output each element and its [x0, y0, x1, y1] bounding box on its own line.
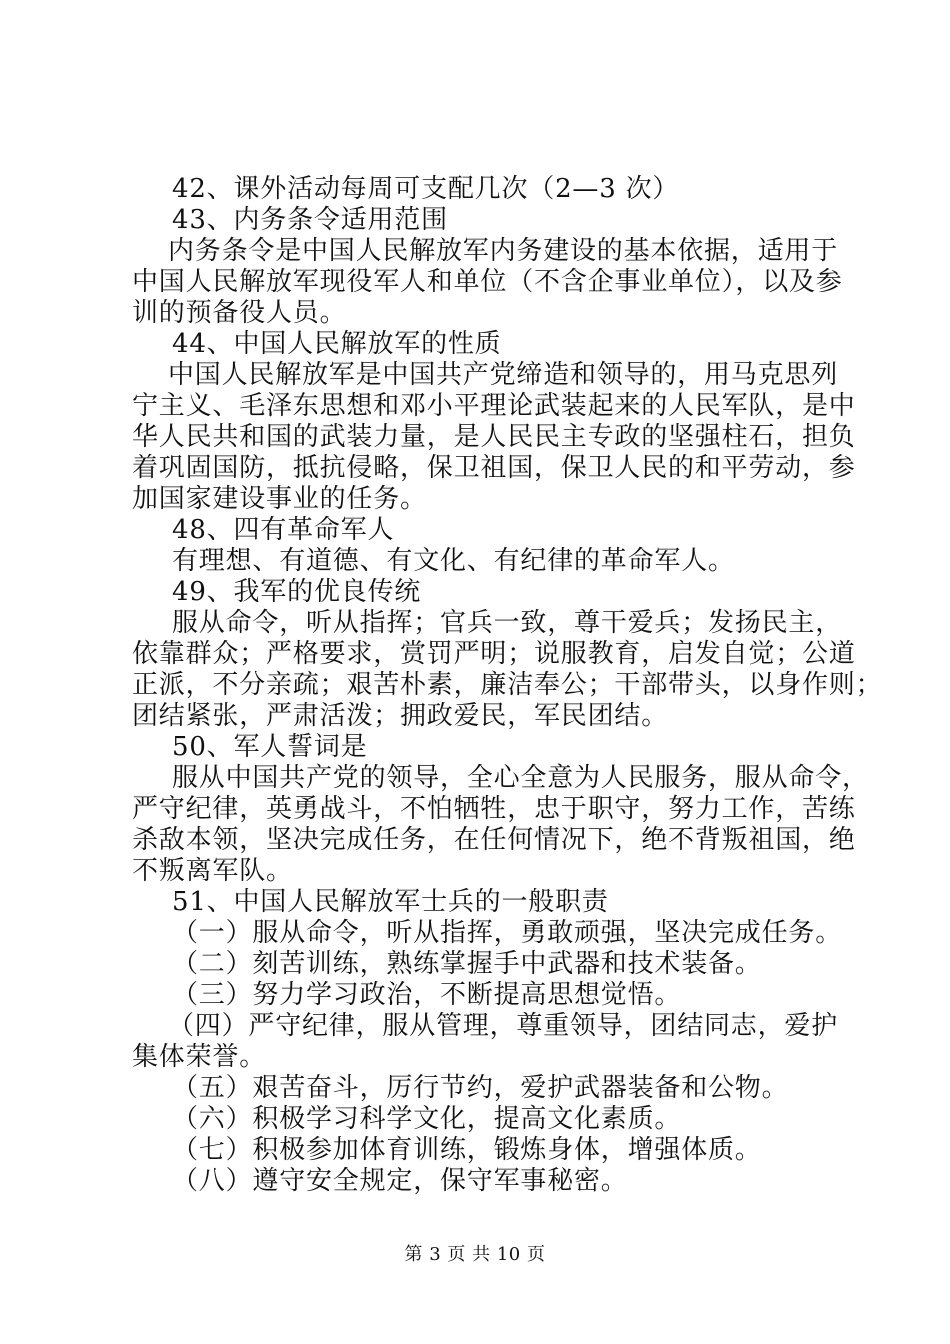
text-line: 中国人民解放军是中国共产党缔造和领导的，用马克思列 [168, 360, 839, 390]
text-line: 训的预备役人员。 [132, 298, 347, 328]
text-line: （四）严守纪律，服从管理，尊重领导，团结同志，爱护 [168, 1011, 839, 1041]
text-line: 正派，不分亲疏；艰苦朴素，廉洁奉公；干部带头，以身作则； [132, 670, 883, 700]
text-line: 44、中国人民解放军的性质 [172, 329, 502, 359]
text-line: 依靠群众；严格要求，赏罚严明；说服教育，启发自觉；公道 [132, 639, 856, 669]
text-line: 服从中国共产党的领导，全心全意为人民服务，服从命令， [172, 763, 869, 793]
text-line: （七）积极参加体育训练，锻炼身体，增强体质。 [172, 1135, 762, 1165]
text-line: （八）遵守安全规定，保守军事秘密。 [172, 1166, 628, 1196]
page-footer: 第 3 页 共 10 页 [404, 1244, 546, 1265]
text-line: 集体荣誉。 [132, 1042, 267, 1072]
text-line: 不叛离军队。 [132, 856, 293, 886]
text-line: 服从命令，听从指挥；官兵一致，尊干爱兵；发扬民主， [172, 608, 843, 638]
text-line: 内务条令是中国人民解放军内务建设的基本依据，适用于 [168, 236, 839, 266]
text-line: 有理想、有道德、有文化、有纪律的革命军人。 [172, 546, 735, 576]
text-line: 华人民共和国的武装力量，是人民民主专政的坚强柱石，担负 [132, 422, 856, 452]
text-line: （二）刻苦训练，熟练掌握手中武器和技术装备。 [172, 949, 762, 979]
text-line: 着巩固国防，抵抗侵略，保卫祖国，保卫人民的和平劳动，参 [132, 453, 856, 483]
text-line: （一）服从命令，听从指挥，勇敢顽强，坚决完成任务。 [172, 918, 843, 948]
text-line: 中国人民解放军现役军人和单位（不含企事业单位），以及参 [132, 267, 843, 297]
text-line: 43、内务条令适用范围 [172, 205, 448, 235]
text-line: （三）努力学习政治，不断提高思想觉悟。 [172, 980, 682, 1010]
text-line: （六）积极学习科学文化，提高文化素质。 [172, 1104, 682, 1134]
text-line: （五）艰苦奋斗，厉行节约，爱护武器装备和公物。 [172, 1073, 789, 1103]
text-line: 加国家建设事业的任务。 [132, 484, 427, 514]
text-line: 51、中国人民解放军士兵的一般职责 [172, 887, 609, 917]
text-line: 48、四有革命军人 [172, 515, 395, 545]
text-line: 50、军人誓词是 [172, 732, 368, 762]
document-body [132, 174, 883, 1197]
text-line: 宁主义、毛泽东思想和邓小平理论武装起来的人民军队，是中 [132, 391, 856, 421]
text-line: 42、课外活动每周可支配几次（2—3 次） [172, 174, 680, 204]
text-line: 49、我军的优良传统 [172, 577, 422, 607]
text-line: 严守纪律，英勇战斗，不怕牺牲，忠于职守，努力工作，苦练 [132, 794, 856, 824]
text-line: 杀敌本领，坚决完成任务，在任何情况下，绝不背叛祖国，绝 [132, 825, 856, 855]
text-line: 团结紧张，严肃活泼；拥政爱民，军民团结。 [132, 701, 669, 731]
